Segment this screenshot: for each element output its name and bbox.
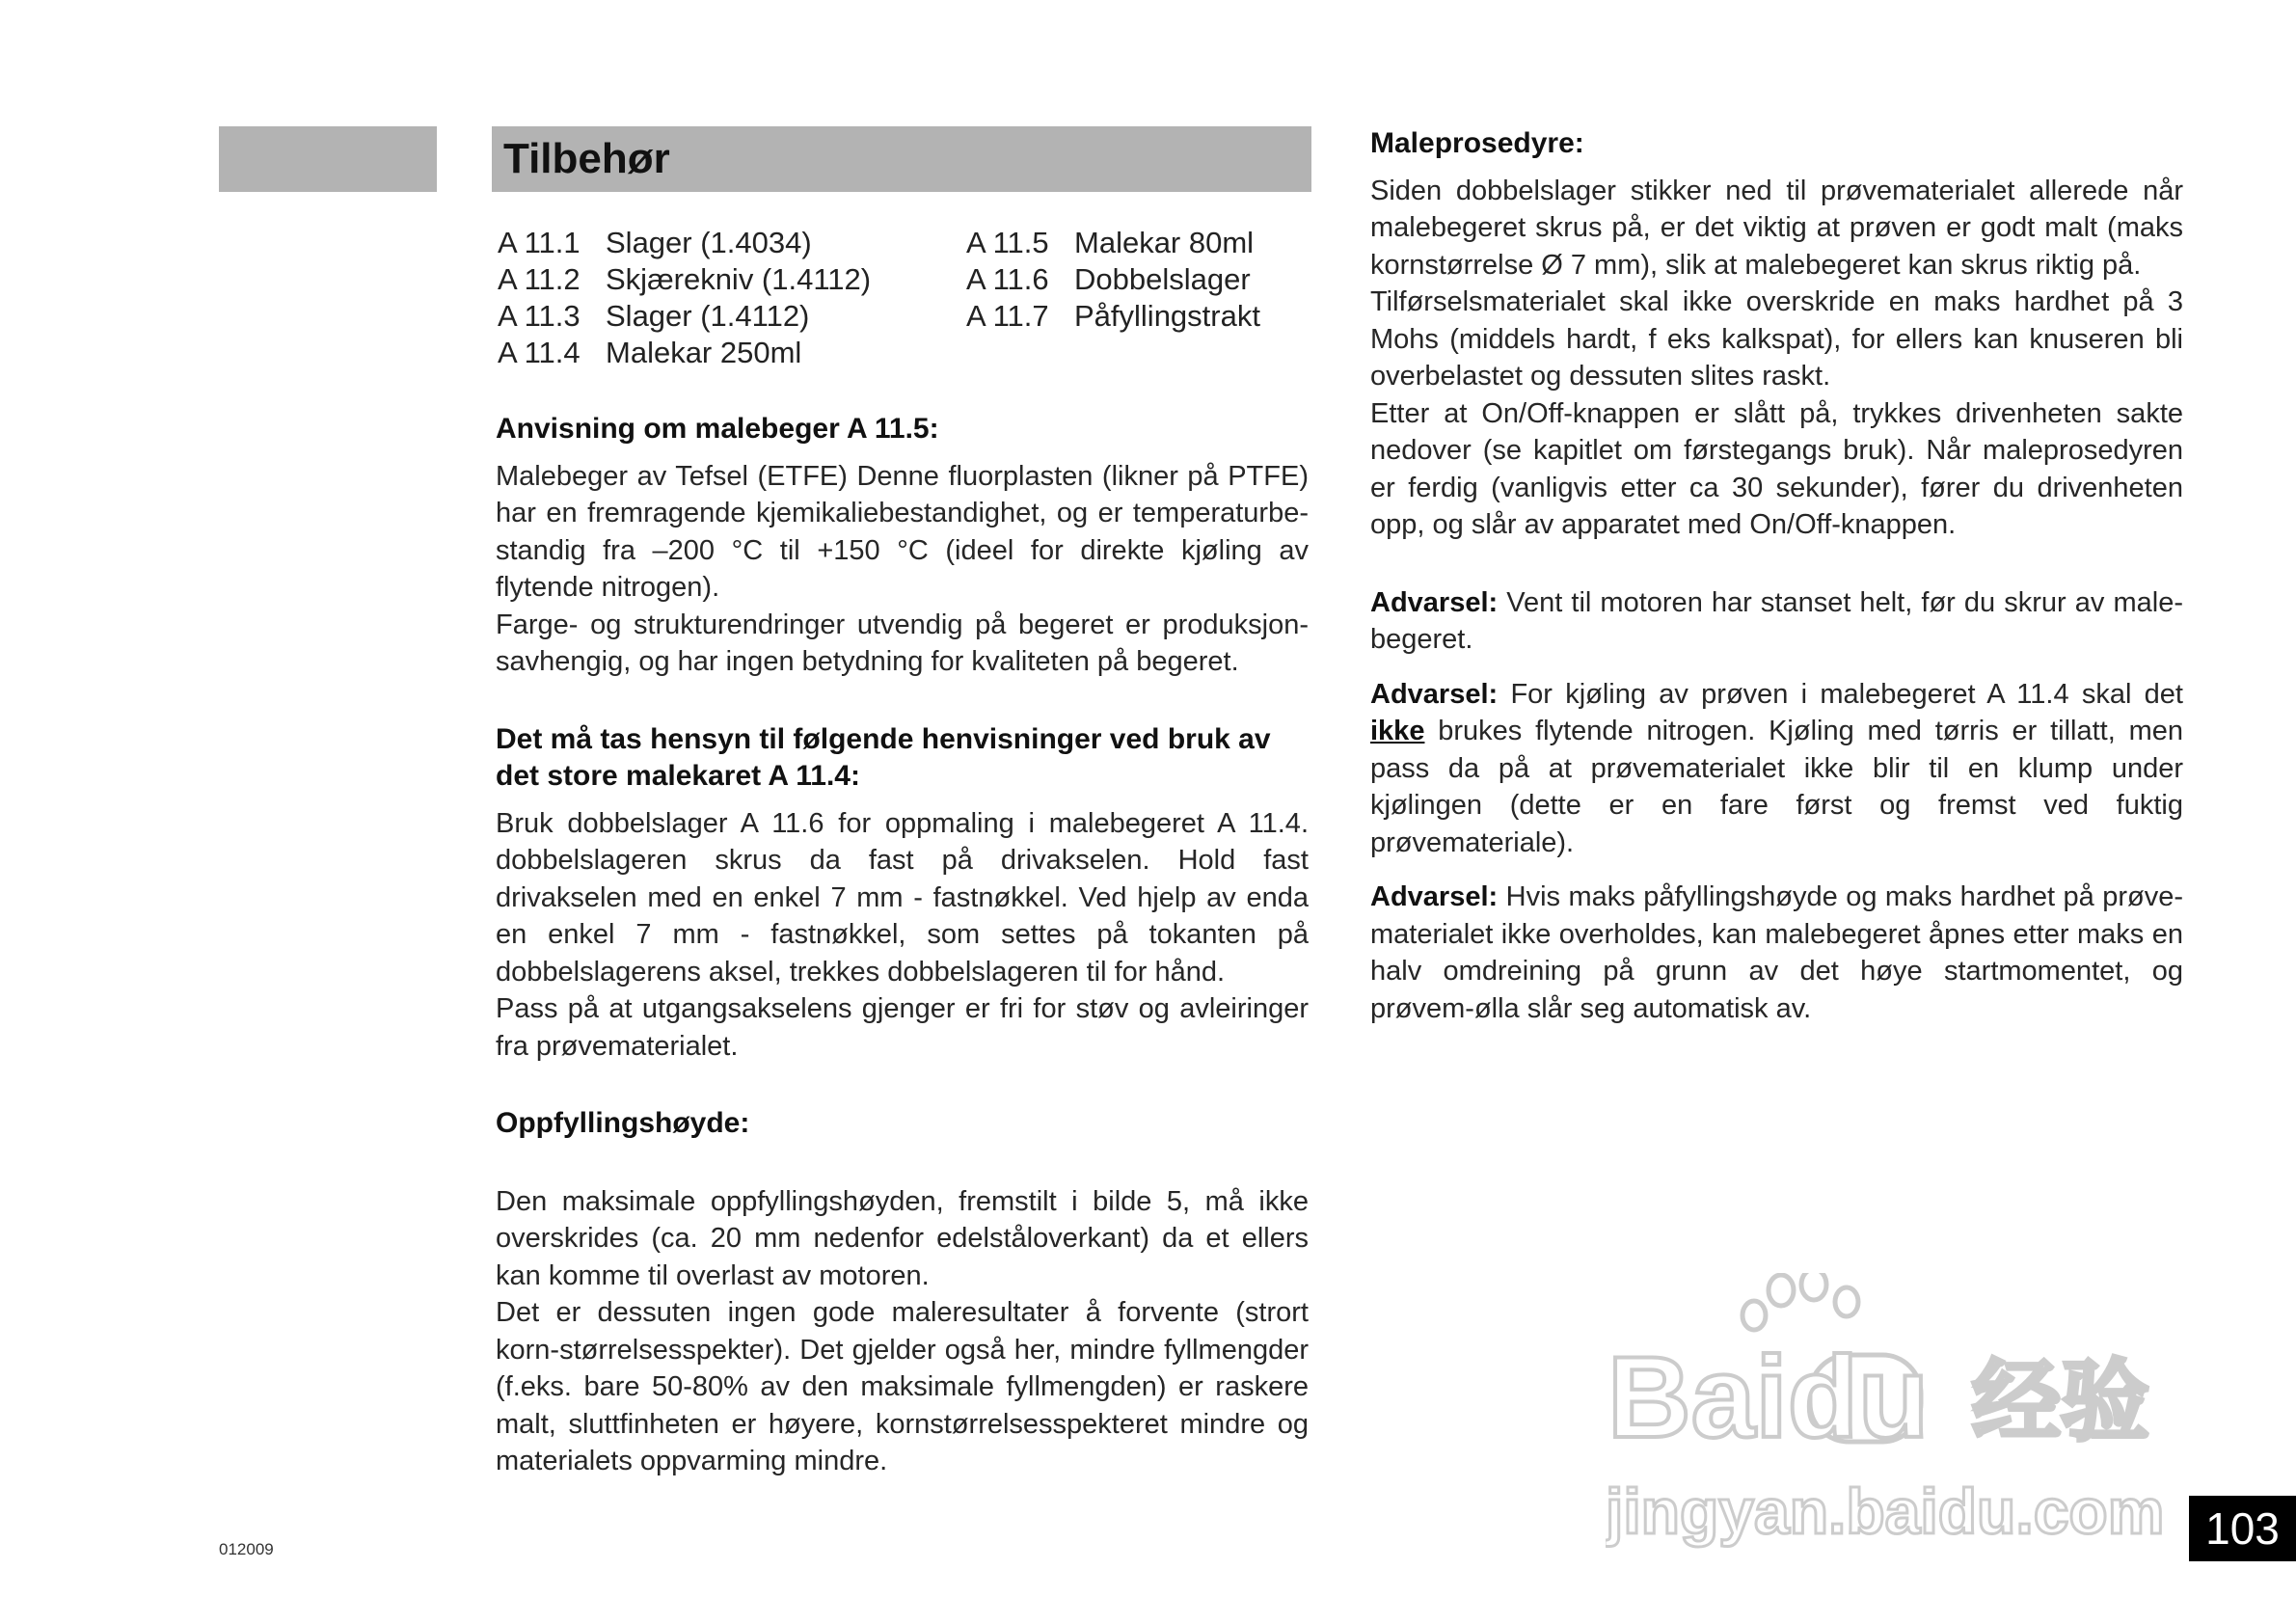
section-heading-maleprosedyre: Maleprosedyre: (1370, 127, 1584, 159)
accessory-code: A 11.5 (966, 226, 1049, 259)
title-bar (492, 126, 1311, 192)
warning-text: brukes flytende nitrogen. Kjøling med tørris er tillatt, men pass da på at prøvematerialet ikke blir til en klump under kjølingen (dette er en fare først og fremst ved fuktig prøvemateriale). (1370, 716, 2183, 858)
paragraph: Siden dobbelslager stikker ned til prøvematerialet allerede når malebegeret skrus på, er det viktig at prøven er godt malt (maks kornstørrelse Ø 7 mm), slik at malebegeret kan skrus riktig på. (1370, 175, 2183, 281)
paragraph: Den maksimale oppfyllingshøyden, fremstilt i bilde 5, må ikke overskrides (ca. 20 mm nedenfor edelståloverkant) da et ellers kan komme til overlast av motoren. (496, 1185, 1309, 1291)
warning-label: Advarsel: (1370, 881, 1499, 912)
warning-label: Advarsel: (1370, 586, 1499, 618)
warning-paragraph (1370, 676, 2183, 862)
accessory-item (498, 298, 871, 335)
accessory-name: Malekar 80ml (1074, 226, 1255, 259)
accessory-item (498, 261, 871, 298)
baidu-jingyan-watermark (1606, 1273, 2174, 1553)
accessory-code: A 11.6 (966, 262, 1049, 296)
warning-paragraph (1370, 879, 2183, 1027)
accessory-name: Påfyllingstrakt (1074, 299, 1260, 333)
section-heading-oppfylling: Oppfyllingshøyde: (496, 1107, 750, 1139)
paragraph: Malebeger av Tefsel (ETFE) Denne fluorplasten (likner på PTFE) har en fremragende kjemikaliebestandighet, og er temperaturbe-standig fra –200 °C til +150 °C (ideel for direkte kjøling av flytende nitrogen). (496, 460, 1309, 603)
right-text-column (1370, 125, 2183, 1027)
page-title: Tilbehør (503, 135, 670, 182)
section-heading-hensyn: Det må tas hensyn til følgende henvisninger ved bruk av det store malekaret A 11.4: (496, 722, 1271, 792)
paragraph: Bruk dobbelslager A 11.6 for oppmaling i malebegeret A 11.4. dobbelslageren skrus da fast på drivakselen. Hold fast drivakselen med en enkel 7 mm - fastnøkkel. Ved hjelp av enda en enkel 7 mm - fastnøkkel, som settes på tokanten på dobbelslagerens aksel, trekkes dobbelslageren til for hånd. (496, 807, 1309, 988)
accessory-code: A 11.7 (966, 299, 1049, 333)
left-text-column (496, 411, 1309, 1480)
watermark-brand: Baidu (1607, 1333, 1930, 1462)
paragraph: Farge- og strukturendringer utvendig på begeret er produksjon-savhengig, og har ingen betydning for kvaliteten på begeret. (496, 609, 1309, 677)
paragraph: Pass på at utgangsakselens gjenger er fri for støv og avleiringer fra prøvematerialet. (496, 993, 1309, 1062)
document-code: 012009 (219, 1540, 274, 1558)
paragraph: Etter at On/Off-knappen er slått på, trykkes drivenheten sakte nedover (se kapitlet om førstegangs bruk). Når maleprosedyren er ferdig (vanligvis etter ca 30 sekunder), fører du drivenheten opp, og slår av apparatet med On/Off-knappen. (1370, 397, 2183, 540)
warning-text: Vent til motoren har stanset helt, før du skrur av male-begeret. (1370, 586, 2183, 655)
accessory-list-right (966, 225, 1260, 335)
accessory-item (966, 225, 1260, 261)
accessory-list-left (498, 225, 871, 371)
accessory-item (966, 261, 1260, 298)
accessory-code: A 11.1 (498, 226, 581, 259)
accessory-name: Skjærekniv (1.4112) (606, 262, 872, 296)
accessory-item (498, 335, 871, 371)
accessory-code: A 11.3 (498, 299, 581, 333)
accessory-name: Dobbelslager (1074, 262, 1251, 296)
warning-emphasis: ikke (1370, 716, 1425, 746)
watermark-cn: 经验 (1972, 1350, 2150, 1453)
paragraph: Det er dessuten ingen gode maleresultater å forvente (strort korn-størrelsesspekter). Det gjelder også her, mindre fyllmengder (f.eks. bare 50-80% av den maksimale fyllmengden) er raskere malt, sluttfinheten er høyere, kornstørrelsesspekteret mindre og materialets oppvarming mindre. (496, 1297, 1309, 1476)
warning-text: For kjøling av prøven i malebegeret A 11.4 skal det (1510, 678, 2183, 710)
section-heading-anvisning: Anvisning om malebeger A 11.5: (496, 413, 939, 445)
accessory-name: Malekar 250ml (606, 336, 802, 369)
watermark-url: jingyan.baidu.com (1606, 1475, 2165, 1547)
accessory-name: Slager (1.4112) (606, 299, 810, 333)
accessory-code: A 11.4 (498, 336, 581, 369)
warning-text: Hvis maks påfyllingshøyde og maks hardhet på prøve-materialet ikke overholdes, kan malebegeret åpnes etter maks en halv omdreining på grunn av det høye startmomentet, og prøvem-ølla slår seg automatisk av. (1370, 881, 2183, 1024)
warning-label: Advarsel: (1370, 678, 1499, 710)
accessory-item (966, 298, 1260, 335)
accessory-code: A 11.2 (498, 262, 581, 296)
accessory-item (498, 225, 871, 261)
warning-paragraph (1370, 584, 2183, 659)
side-header-bar (219, 126, 437, 192)
page-number-badge: 103 (2189, 1496, 2296, 1561)
paragraph: Tilførselsmaterialet skal ikke overskride en maks hardhet på 3 Mohs (middels hardt, f eks kalkspat), for ellers kan knuseren bli overbelastet og dessuten slites raskt. (1370, 286, 2183, 392)
accessory-name: Slager (1.4034) (606, 226, 812, 259)
